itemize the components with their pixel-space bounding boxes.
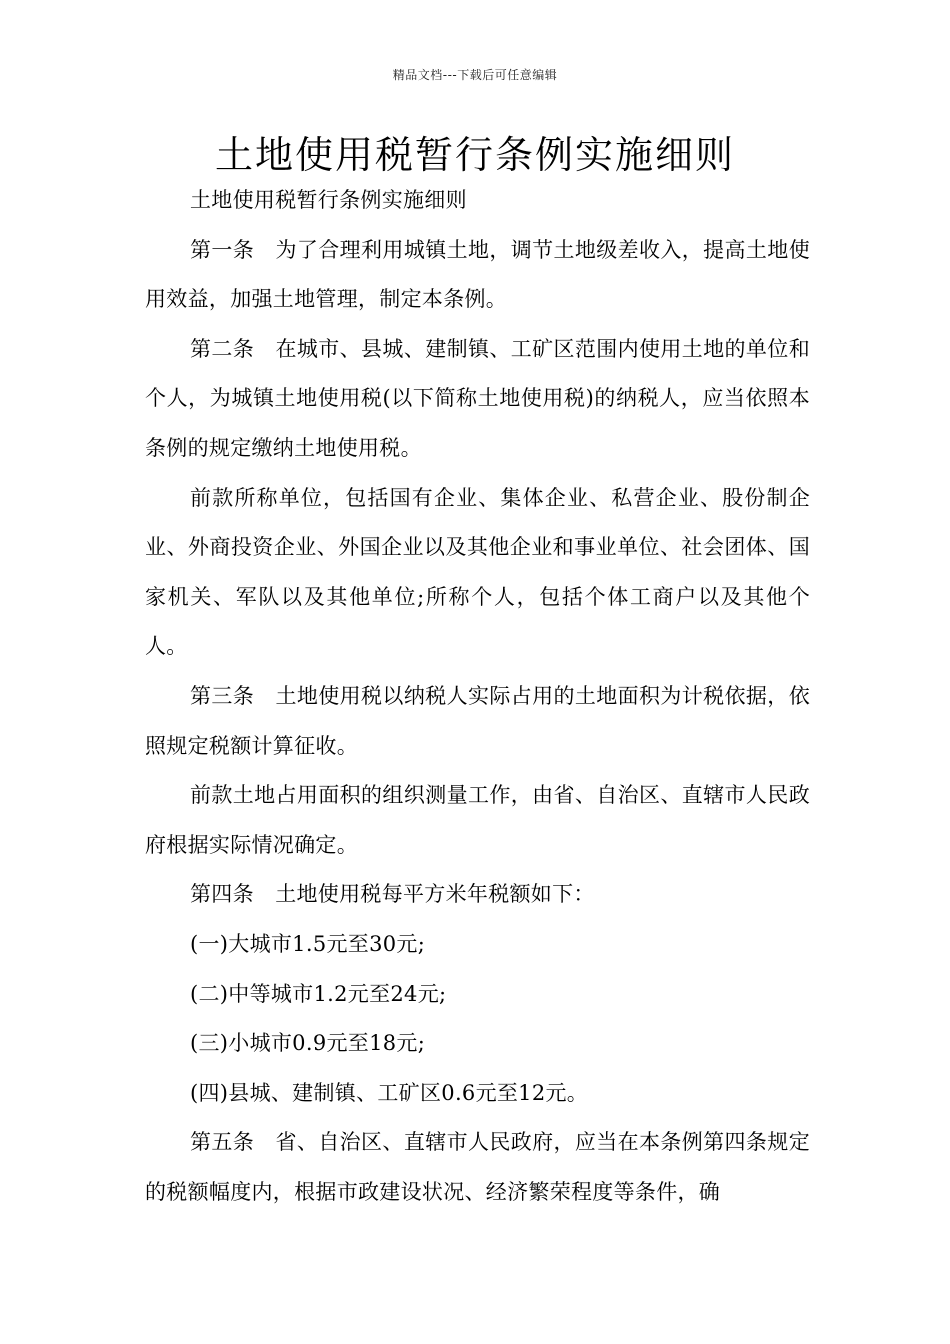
document-body: [145, 176, 810, 1217]
paragraph-article-2-units: 前款所称单位，包括国有企业、集体企业、私营企业、股份制企业、外商投资企业、外国企业以及其他企业和事业单位、社会团体、国家机关、军队以及其他单位;所称个人，包括个体工商户以及其他个人。: [145, 485, 810, 659]
document-title: 土地使用税暂行条例实施细则: [214, 133, 735, 177]
paragraph-article-1: 第一条 为了合理利用城镇土地，调节土地级差收入，提高土地使用效益，加强土地管理，制定本条例。: [145, 237, 810, 312]
paragraph-subtitle: 土地使用税暂行条例实施细则: [190, 188, 467, 212]
list-item-large-city: (一)大城市1.5元至30元;: [190, 931, 426, 956]
paragraph-article-3-measurement: 前款土地占用面积的组织测量工作，由省、自治区、直辖市人民政府根据实际情况确定。: [145, 783, 810, 857]
paragraph-article-5: 第五条 省、自治区、直辖市人民政府，应当在本条例第四条规定的税额幅度内，根据市政建设状况、经济繁荣程度等条件，确: [145, 1130, 810, 1204]
paragraph-article-3: 第三条 土地使用税以纳税人实际占用的土地面积为计税依据，依照规定税额计算征收。: [145, 683, 810, 758]
header-note: 精品文档---下载后可任意编辑: [392, 68, 558, 82]
paragraph-article-2: 第二条 在城市、县城、建制镇、工矿区范围内使用土地的单位和个人，为城镇土地使用税(以下简称土地使用税)的纳税人，应当依照本条例的规定缴纳土地使用税。: [145, 336, 810, 460]
list-item-small-city: (三)小城市0.9元至18元;: [190, 1031, 426, 1056]
list-item-medium-city: (二)中等城市1.2元至24元;: [190, 981, 447, 1006]
list-item-county-town: (四)县城、建制镇、工矿区0.6元至12元。: [190, 1080, 589, 1105]
paragraph-article-4: 第四条 土地使用税每平方米年税额如下：: [190, 882, 595, 907]
